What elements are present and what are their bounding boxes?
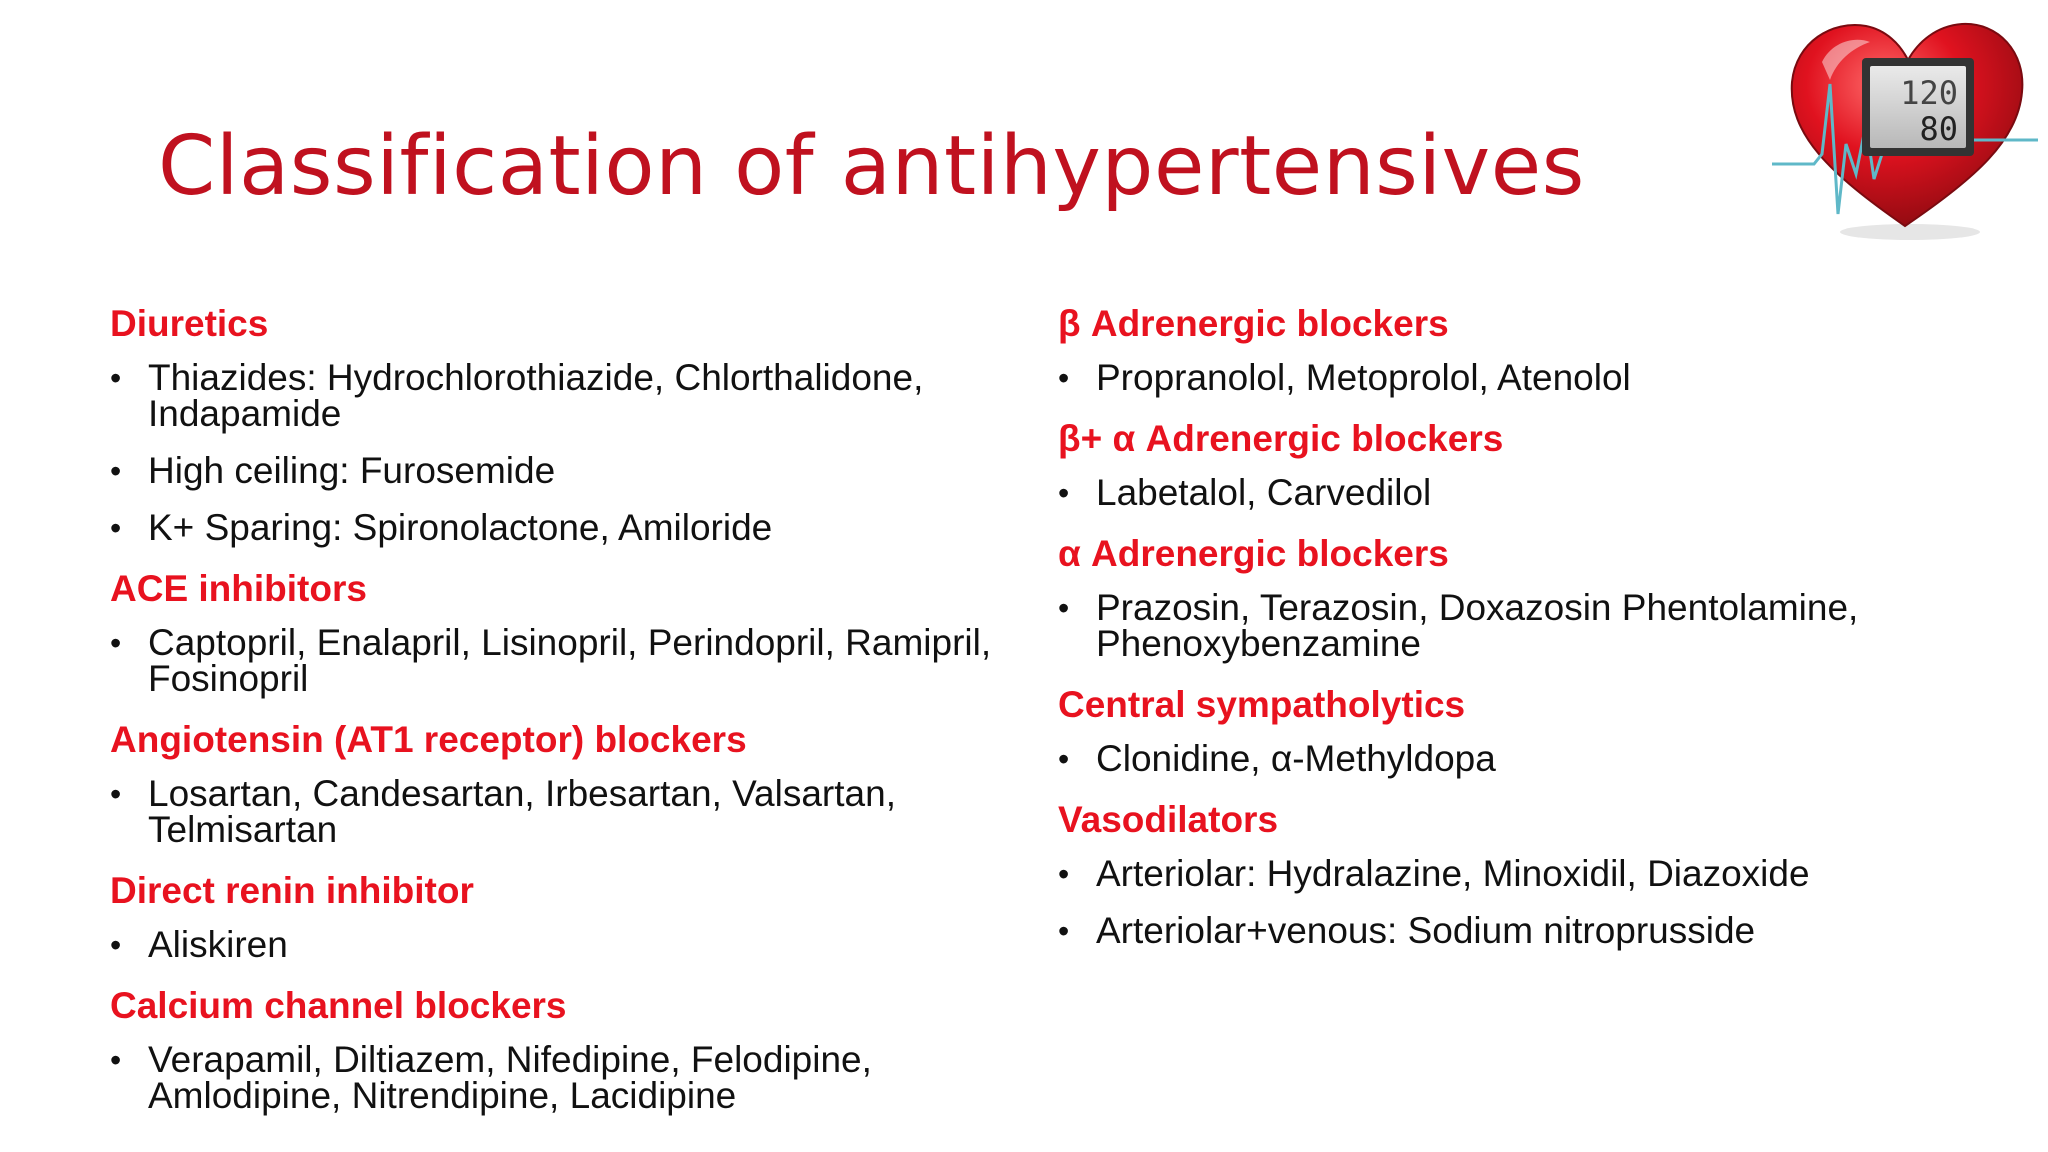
bullet-list: [1058, 587, 1958, 664]
heart-shadow: [1840, 224, 1980, 240]
bullet-list: [110, 357, 1010, 548]
section-heading: Vasodilators: [1058, 799, 1279, 840]
section-heading: ACE inhibitors: [110, 568, 367, 609]
bullet-icon: •: [110, 1042, 122, 1078]
section-angiotensin-blockers: [110, 718, 1010, 848]
bullet-icon: •: [110, 453, 122, 489]
bullet-icon: •: [110, 360, 122, 396]
slide-title: Classification of antihypertensives: [158, 119, 1585, 214]
bullet-icon: •: [1058, 475, 1070, 511]
bullet-list: [1058, 738, 1958, 779]
list-item: [110, 507, 1010, 548]
section-beta-blockers: [1058, 302, 1958, 396]
list-item-text: Labetalol, Carvedilol: [1096, 472, 1432, 513]
list-item: [110, 450, 1010, 491]
bullet-list: [110, 1039, 1010, 1116]
diastolic-reading: 80: [1919, 110, 1958, 148]
list-item-text: High ceiling: Furosemide: [148, 450, 556, 491]
section-heading: α Adrenergic blockers: [1058, 533, 1449, 574]
list-item: [110, 924, 1010, 965]
bullet-list: [1058, 472, 1958, 513]
bullet-icon: •: [1058, 913, 1070, 949]
heart-blood-pressure-icon: [1770, 14, 2040, 244]
section-heading: β Adrenergic blockers: [1058, 303, 1449, 344]
section-direct-renin-inhibitor: [110, 869, 1010, 963]
list-item-text: Clonidine, α-Methyldopa: [1096, 738, 1496, 779]
section-central-sympatholytics: [1058, 683, 1958, 777]
bullet-list: [1058, 357, 1958, 398]
bullet-icon: •: [1058, 741, 1070, 777]
bullet-icon: •: [1058, 360, 1070, 396]
list-item-text: Arteriolar+venous: Sodium nitroprusside: [1096, 910, 1756, 951]
bullet-icon: •: [1058, 590, 1070, 626]
list-item-text: Captopril, Enalapril, Lisinopril, Perindopril, Ramipril, Fosinopril: [148, 622, 992, 699]
bullet-list: [110, 924, 1010, 965]
list-item-text: Prazosin, Terazosin, Doxazosin Phentolamine, Phenoxybenzamine: [1096, 587, 1859, 664]
list-item: [110, 622, 1010, 699]
list-item: [1058, 910, 1958, 951]
list-item-text: Losartan, Candesartan, Irbesartan, Valsartan, Telmisartan: [148, 773, 896, 850]
bullet-icon: •: [110, 510, 122, 546]
list-item: [1058, 738, 1958, 779]
bullet-list: [1058, 853, 1958, 951]
list-item-text: Aliskiren: [148, 924, 288, 965]
list-item-text: Verapamil, Diltiazem, Nifedipine, Felodipine, Amlodipine, Nitrendipine, Lacidipine: [148, 1039, 872, 1116]
bullet-icon: •: [110, 776, 122, 812]
list-item-text: Thiazides: Hydrochlorothiazide, Chlorthalidone, Indapamide: [148, 357, 924, 434]
bullet-list: [110, 773, 1010, 850]
section-calcium-channel-blockers: [110, 984, 1010, 1114]
bullet-icon: •: [1058, 856, 1070, 892]
section-alpha-blockers: [1058, 532, 1958, 662]
left-column: [110, 302, 1010, 1135]
list-item: [110, 773, 1010, 850]
section-heading: β+ α Adrenergic blockers: [1058, 418, 1504, 459]
section-heading: Direct renin inhibitor: [110, 870, 474, 911]
list-item: [1058, 587, 1958, 664]
section-heading: Angiotensin (AT1 receptor) blockers: [110, 719, 747, 760]
bullet-icon: •: [110, 927, 122, 963]
list-item-text: Arteriolar: Hydralazine, Minoxidil, Diazoxide: [1096, 853, 1810, 894]
section-heading: Central sympatholytics: [1058, 684, 1466, 725]
bullet-list: [110, 622, 1010, 699]
list-item: [110, 1039, 1010, 1116]
section-heading: Calcium channel blockers: [110, 985, 567, 1026]
section-diuretics: [110, 302, 1010, 546]
list-item-text: K+ Sparing: Spironolactone, Amiloride: [148, 507, 773, 548]
section-heading: Diuretics: [110, 303, 269, 344]
bullet-icon: •: [110, 625, 122, 661]
right-column: [1058, 302, 1958, 970]
list-item: [1058, 853, 1958, 894]
list-item: [1058, 472, 1958, 513]
list-item: [110, 357, 1010, 434]
list-item-text: Propranolol, Metoprolol, Atenolol: [1096, 357, 1631, 398]
section-ace-inhibitors: [110, 567, 1010, 697]
list-item: [1058, 357, 1958, 398]
section-beta-alpha-blockers: [1058, 417, 1958, 511]
systolic-reading: 120: [1900, 74, 1958, 112]
section-vasodilators: [1058, 798, 1958, 949]
